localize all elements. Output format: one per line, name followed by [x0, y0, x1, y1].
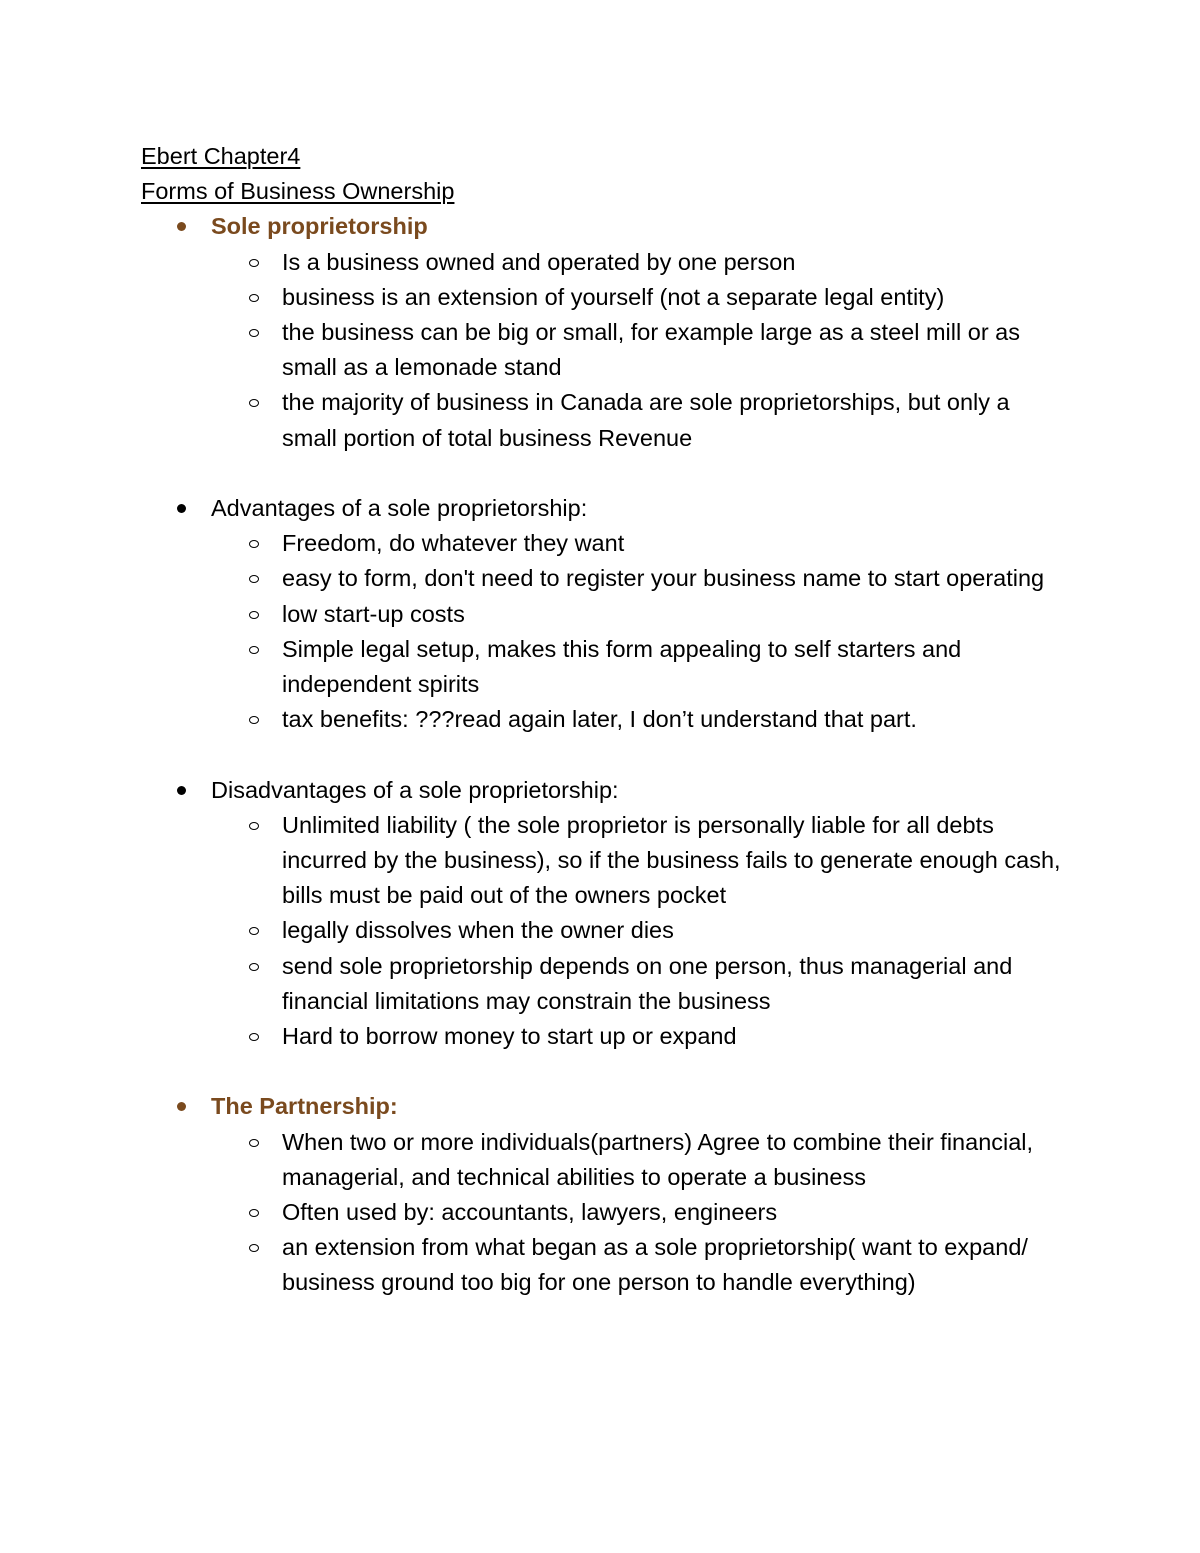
section-title: Disadvantages of a sole proprietorship: [211, 776, 619, 803]
hollow-bullet-icon [249, 575, 259, 583]
point-text: Is a business owned and operated by one person [282, 248, 796, 275]
list-item [211, 949, 1070, 1019]
point-text: the business can be big or small, for example large as a steel mill or as small as a lemonade stand [282, 319, 1020, 381]
hollow-bullet-icon [249, 1244, 259, 1252]
hollow-bullet-icon [249, 259, 259, 267]
section-list [141, 209, 1070, 1300]
list-item [211, 808, 1070, 914]
hollow-bullet-icon [249, 1139, 259, 1147]
hollow-bullet-icon [249, 963, 259, 971]
section-partnership [141, 1089, 1070, 1300]
list-item [211, 632, 1070, 702]
hollow-bullet-icon [249, 822, 259, 830]
hollow-bullet-icon [249, 646, 259, 654]
list-item [211, 913, 1070, 948]
filled-bullet-icon [177, 504, 186, 513]
point-text: business is an extension of yourself (not a separate legal entity) [282, 283, 945, 310]
point-text: Unlimited liability ( the sole proprietor is personally liable for all debts incurred by the business), so if the business fails to generate enough cash, bills must be paid out of the owners pocket [282, 811, 1061, 909]
filled-bullet-icon [177, 786, 186, 795]
point-text: send sole proprietorship depends on one person, thus managerial and financial limitations may constrain the business [282, 952, 1013, 1014]
list-item [211, 526, 1070, 561]
hollow-bullet-icon [249, 294, 259, 302]
section-title: Sole proprietorship [211, 213, 428, 240]
point-text: easy to form, don't need to register your business name to start operating [282, 565, 1045, 592]
hollow-bullet-icon [249, 927, 259, 935]
hollow-bullet-icon [249, 329, 259, 337]
point-text: Hard to borrow money to start up or expand [282, 1023, 737, 1050]
point-text: Often used by: accountants, lawyers, engineers [282, 1199, 778, 1226]
section-sole-proprietorship [141, 209, 1070, 455]
point-list [211, 1125, 1070, 1301]
list-item [211, 702, 1070, 737]
section-title: Advantages of a sole proprietorship: [211, 495, 588, 522]
point-text: Simple legal setup, makes this form appealing to self starters and independent spirits [282, 635, 962, 698]
filled-bullet-icon [177, 1102, 186, 1111]
list-item [211, 280, 1070, 315]
document-title: Ebert Chapter4 [141, 143, 301, 169]
point-text: When two or more individuals(partners) Agree to combine their financial, managerial, and technical abilities to operate a business [282, 1128, 1034, 1190]
point-list [211, 245, 1070, 456]
point-text: tax benefits: ???read again later, I don’t understand that part. [282, 706, 917, 733]
list-item [211, 1195, 1070, 1230]
point-list [211, 808, 1070, 1054]
hollow-bullet-icon [249, 540, 259, 548]
list-item [211, 1125, 1070, 1195]
section-title: The Partnership: [211, 1093, 398, 1120]
list-item [211, 1019, 1070, 1054]
section-disadvantages [141, 773, 1070, 1055]
list-item [211, 315, 1070, 385]
list-item [211, 245, 1070, 280]
section-advantages [141, 491, 1070, 737]
point-text: an extension from what began as a sole proprietorship( want to expand/ business ground too big for one person to handle everything) [282, 1234, 1028, 1296]
list-item [211, 597, 1070, 632]
point-text: legally dissolves when the owner dies [282, 917, 674, 944]
list-item [211, 561, 1070, 596]
hollow-bullet-icon [249, 611, 259, 619]
list-item [211, 1230, 1070, 1300]
point-text: low start-up costs [282, 600, 465, 627]
document-subtitle: Forms of Business Ownership [141, 178, 455, 205]
point-text: Freedom, do whatever they want [282, 530, 625, 557]
hollow-bullet-icon [249, 1209, 259, 1217]
list-item [211, 385, 1070, 455]
point-list [211, 526, 1070, 737]
point-text: the majority of business in Canada are sole proprietorships, but only a small portion of total business Revenue [282, 389, 1010, 451]
hollow-bullet-icon [249, 1033, 259, 1041]
hollow-bullet-icon [249, 399, 259, 407]
filled-bullet-icon [177, 222, 186, 231]
hollow-bullet-icon [249, 716, 259, 724]
